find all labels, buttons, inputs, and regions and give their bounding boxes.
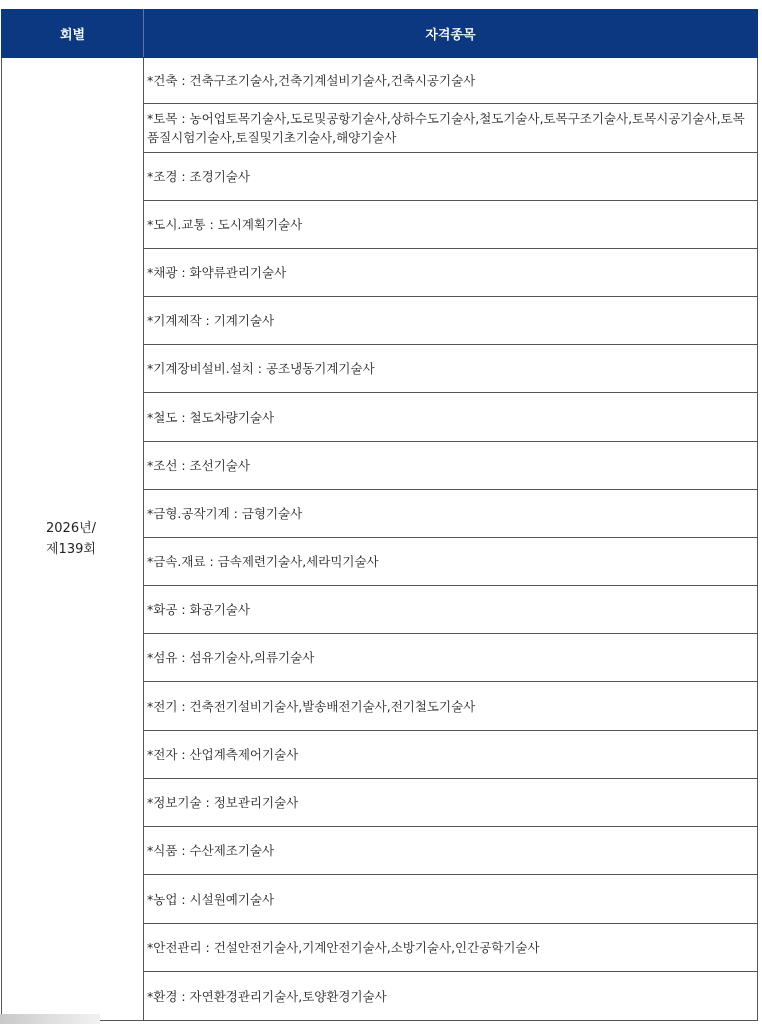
qualification-items-cell: *금속.재료 : 금속제련기술사,세라믹기술사	[144, 538, 758, 586]
table-body	[2, 58, 758, 1021]
qualification-items-cell: *섬유 : 섬유기술사,의류기술사	[144, 634, 758, 682]
blurred-footer-fragment	[0, 1014, 100, 1024]
qualification-items-cell: *기계제작 : 기계기술사	[144, 297, 758, 345]
qualification-items-cell: *토목 : 농어업토목기술사,도로및공항기술사,상하수도기술사,철도기술사,토목구조기술사,토목시공기술사,토목품질시험기술사,토질및기초기술사,해양기술사	[144, 104, 758, 153]
table-row	[2, 58, 758, 104]
table-header-row	[2, 10, 758, 58]
qualification-items-cell: *전기 : 건축전기설비기술사,발송배전기술사,전기철도기술사	[144, 682, 758, 731]
qualification-items-cell: *조선 : 조선기술사	[144, 442, 758, 490]
qualification-items-cell: *조경 : 조경기술사	[144, 153, 758, 201]
round-session: 제139회	[46, 542, 96, 557]
qualification-items-cell: *화공 : 화공기술사	[144, 586, 758, 634]
qualification-items-cell: *안전관리 : 건설안전기술사,기계안전기술사,소방기술사,인간공학기술사	[144, 924, 758, 972]
items-column-header: 자격종목	[144, 10, 758, 58]
qualification-items-cell: *전자 : 산업계측제어기술사	[144, 731, 758, 779]
qualification-items-cell: *환경 : 자연환경관리기술사,토양환경기술사	[144, 972, 758, 1021]
qualification-items-cell: *기계장비설비.설치 : 공조냉동기계기술사	[144, 345, 758, 393]
qualification-items-cell: *농업 : 시설원예기술사	[144, 875, 758, 924]
qualification-items-cell: *정보기술 : 정보관리기술사	[144, 779, 758, 827]
exam-schedule-table	[1, 9, 758, 1021]
qualification-items-cell: *도시.교통 : 도시계획기술사	[144, 201, 758, 249]
qualification-items-cell: *건축 : 건축구조기술사,건축기계설비기술사,건축시공기술사	[144, 58, 758, 104]
qualification-items-cell: *금형.공작기계 : 금형기술사	[144, 490, 758, 538]
qualification-items-cell: *철도 : 철도차량기술사	[144, 393, 758, 442]
qualification-items-cell: *식품 : 수산제조기술사	[144, 827, 758, 875]
round-year: 2026년/	[46, 521, 97, 536]
round-cell	[2, 58, 144, 1021]
round-column-header: 회별	[2, 10, 144, 58]
qualification-items-cell: *채광 : 화약류관리기술사	[144, 249, 758, 297]
